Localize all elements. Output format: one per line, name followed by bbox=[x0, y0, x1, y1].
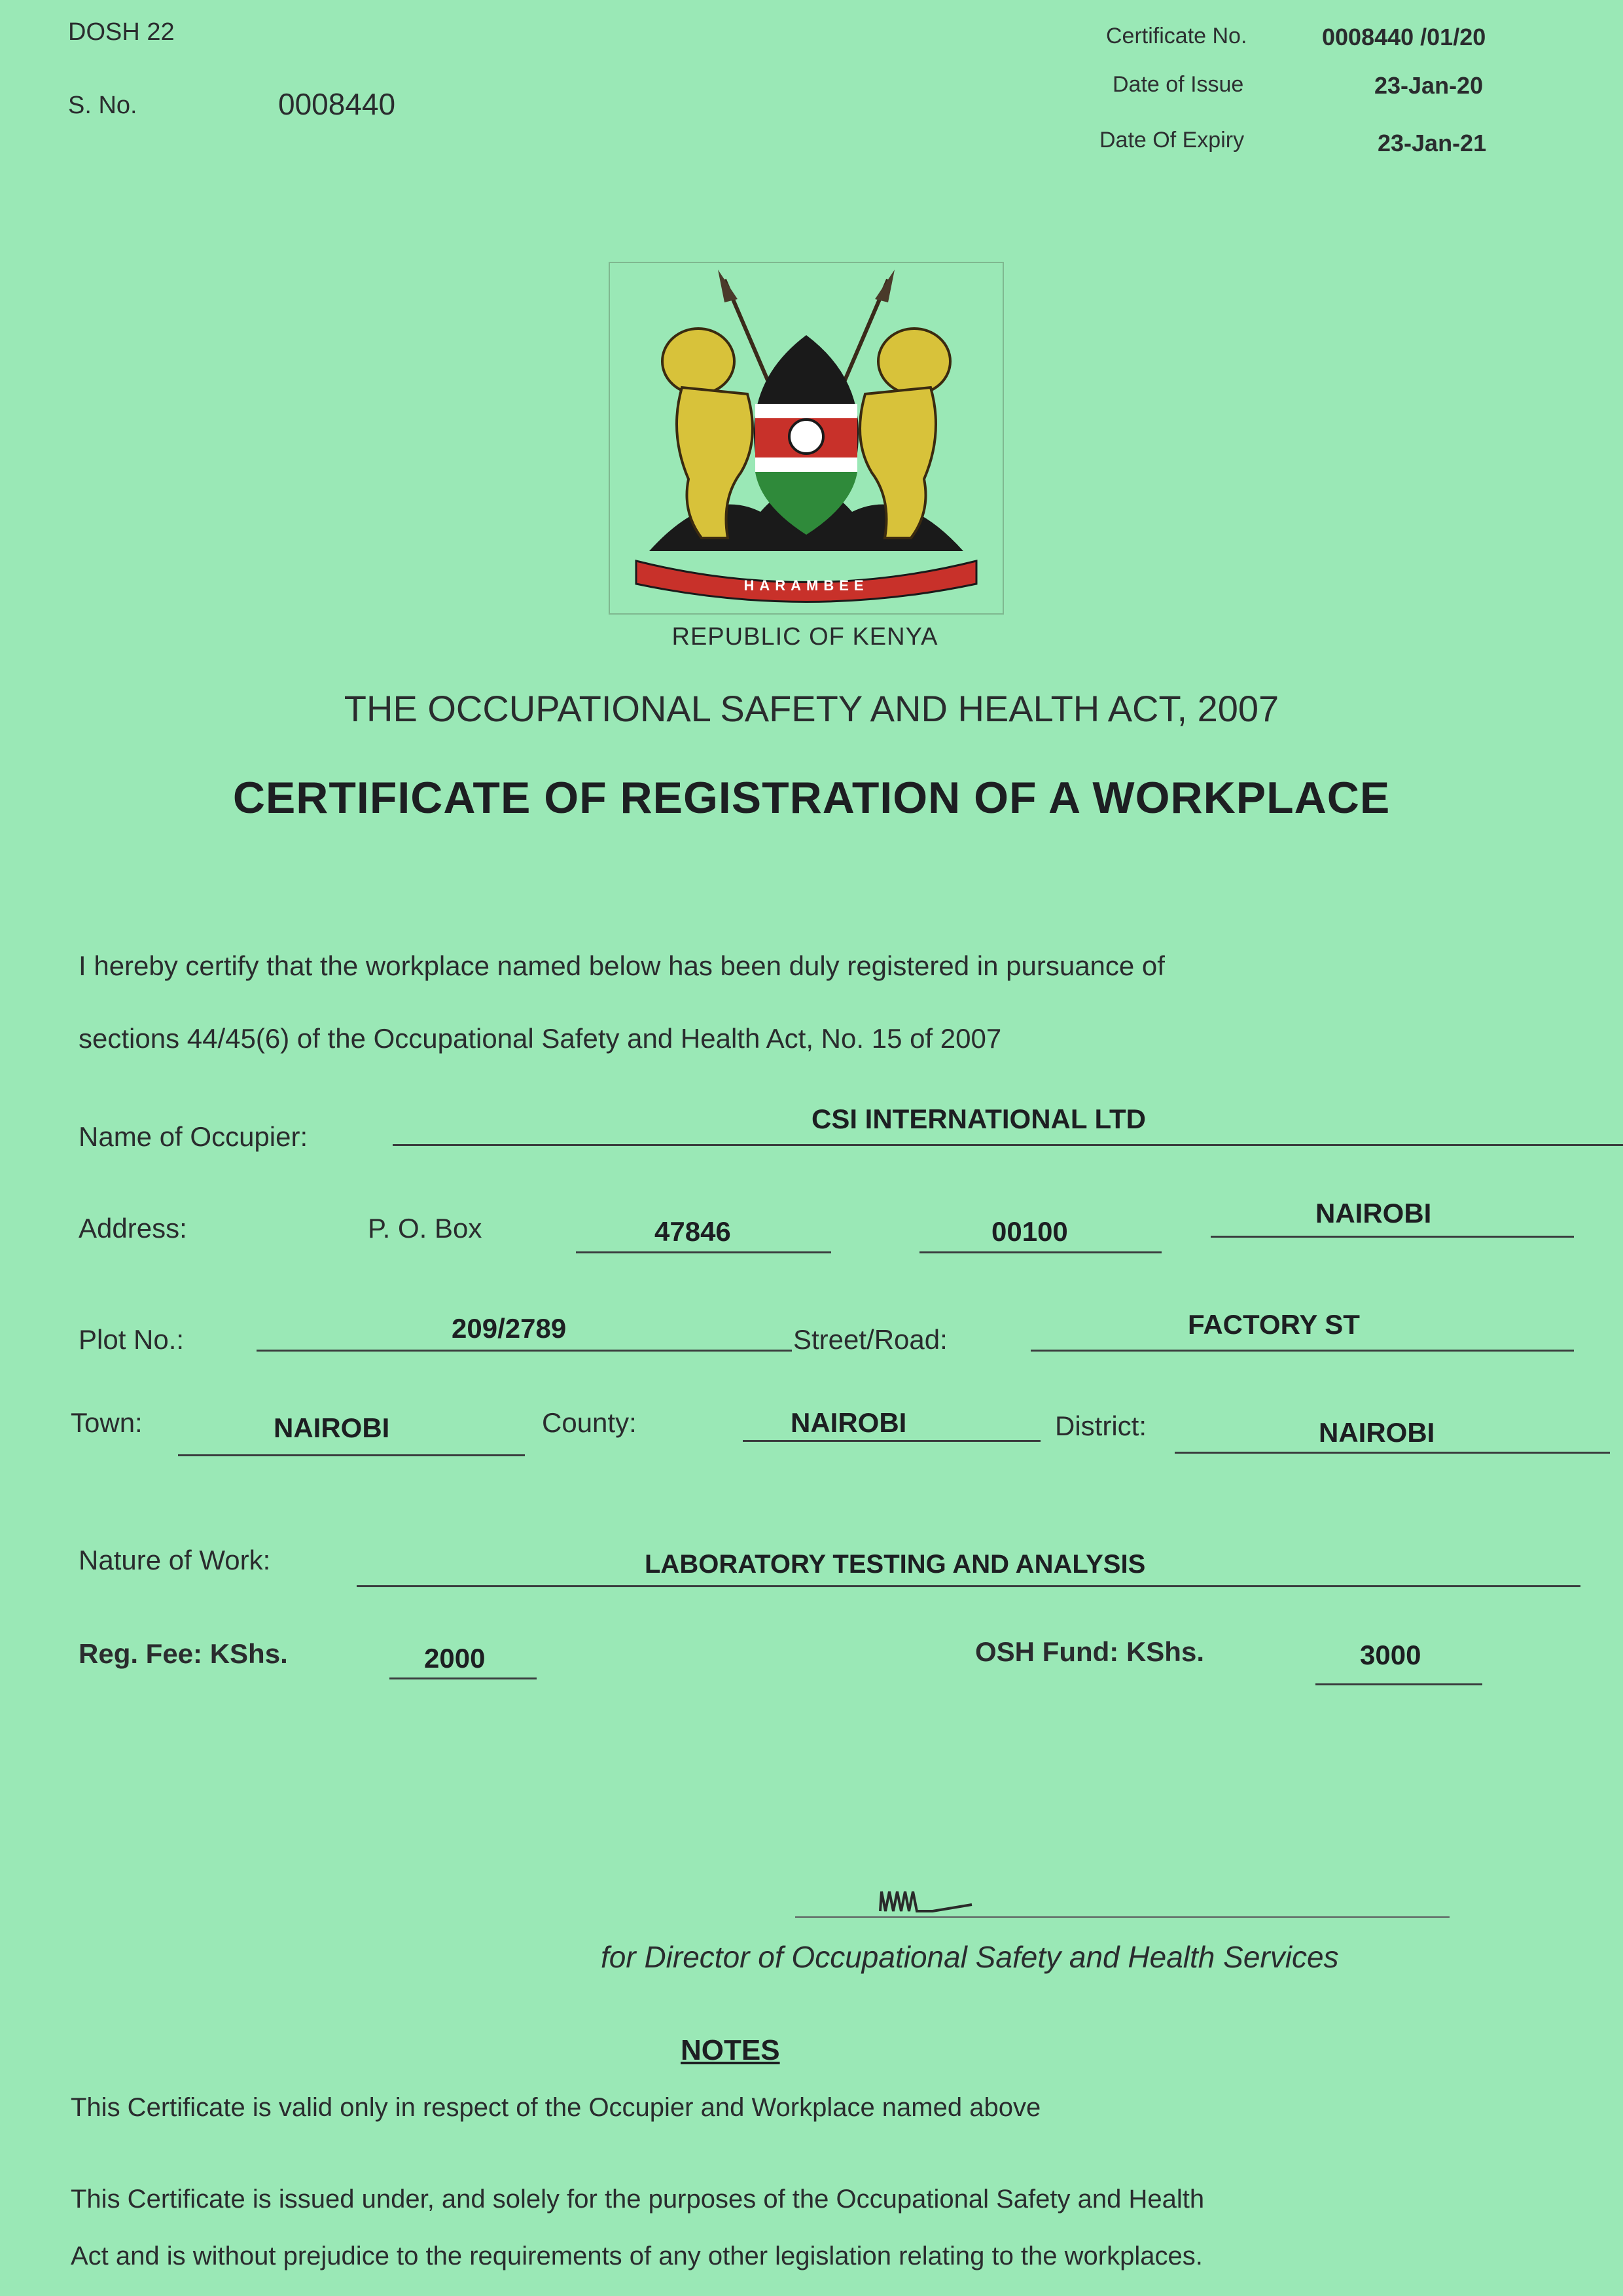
serial-label: S. No. bbox=[68, 92, 137, 119]
town-underline bbox=[178, 1454, 525, 1456]
osh-fund-underline bbox=[1315, 1683, 1482, 1685]
po-box-label: P. O. Box bbox=[368, 1213, 482, 1244]
issue-date-label: Date of Issue bbox=[1113, 72, 1244, 97]
osh-fund-label: OSH Fund: KShs. bbox=[975, 1636, 1204, 1667]
street-label: Street/Road: bbox=[793, 1324, 948, 1355]
address-label: Address: bbox=[79, 1213, 187, 1244]
occupier-value: CSI INTERNATIONAL LTD bbox=[812, 1103, 1146, 1134]
nature-value: LABORATORY TESTING AND ANALYSIS bbox=[645, 1550, 1146, 1579]
plot-value: 209/2789 bbox=[452, 1313, 567, 1344]
street-underline bbox=[1031, 1350, 1574, 1352]
signature-underline bbox=[795, 1916, 1450, 1918]
certificate-no-value: 0008440 /01/20 bbox=[1322, 24, 1486, 50]
street-value: FACTORY ST bbox=[1188, 1309, 1360, 1340]
intro-line-2: sections 44/45(6) of the Occupational Safety and Health Act, No. 15 of 2007 bbox=[79, 1023, 1002, 1054]
nature-underline bbox=[357, 1585, 1580, 1587]
coat-of-arms-frame bbox=[609, 262, 1004, 615]
intro-line-1: I hereby certify that the workplace named below has been duly registered in pursuance of bbox=[79, 950, 1165, 981]
form-code: DOSH 22 bbox=[68, 18, 175, 46]
reg-fee-value: 2000 bbox=[424, 1643, 486, 1674]
town-value: NAIROBI bbox=[274, 1412, 390, 1443]
district-value: NAIROBI bbox=[1319, 1417, 1435, 1448]
occupier-label: Name of Occupier: bbox=[79, 1121, 308, 1152]
town-label: Town: bbox=[71, 1407, 143, 1438]
signature-caption: for Director of Occupational Safety and Health Services bbox=[601, 1940, 1339, 1974]
occupier-underline bbox=[393, 1144, 1623, 1146]
note-2-line-2: Act and is without prejudice to the requirements of any other legislation relating to the workplaces. bbox=[71, 2242, 1203, 2270]
city-value: NAIROBI bbox=[1315, 1198, 1432, 1229]
act-title: THE OCCUPATIONAL SAFETY AND HEALTH ACT, 2007 bbox=[344, 688, 1279, 729]
republic-caption: REPUBLIC OF KENYA bbox=[671, 623, 938, 651]
county-label: County: bbox=[542, 1407, 637, 1438]
plot-underline bbox=[257, 1350, 792, 1352]
expiry-date-value: 23-Jan-21 bbox=[1378, 130, 1487, 156]
county-underline bbox=[743, 1440, 1041, 1442]
nature-label: Nature of Work: bbox=[79, 1545, 271, 1575]
note-1: This Certificate is valid only in respect of the Occupier and Workplace named above bbox=[71, 2093, 1041, 2122]
postal-code-value: 00100 bbox=[991, 1216, 1068, 1247]
serial-value: 0008440 bbox=[278, 87, 396, 121]
emblem-motto: HARAMBEE bbox=[743, 577, 869, 594]
note-2-line-1: This Certificate is issued under, and solely for the purposes of the Occupational Safety and Health bbox=[71, 2185, 1205, 2214]
osh-fund-value: 3000 bbox=[1360, 1640, 1421, 1670]
district-underline bbox=[1175, 1452, 1610, 1454]
reg-fee-underline bbox=[389, 1677, 537, 1679]
po-box-underline bbox=[576, 1251, 831, 1253]
coat-of-arms-emblem bbox=[610, 263, 1003, 613]
reg-fee-label: Reg. Fee: KShs. bbox=[79, 1638, 288, 1669]
district-label: District: bbox=[1055, 1410, 1147, 1441]
postal-code-underline bbox=[919, 1251, 1162, 1253]
certificate-no-label: Certificate No. bbox=[1106, 24, 1247, 48]
certificate-title: CERTIFICATE OF REGISTRATION OF A WORKPLACE bbox=[232, 773, 1391, 823]
expiry-date-label: Date Of Expiry bbox=[1099, 128, 1245, 152]
notes-heading: NOTES bbox=[681, 2034, 780, 2066]
city-underline bbox=[1211, 1236, 1574, 1238]
po-box-value: 47846 bbox=[654, 1216, 731, 1247]
county-value: NAIROBI bbox=[791, 1407, 907, 1438]
issue-date-value: 23-Jan-20 bbox=[1374, 72, 1484, 99]
plot-label: Plot No.: bbox=[79, 1324, 185, 1355]
